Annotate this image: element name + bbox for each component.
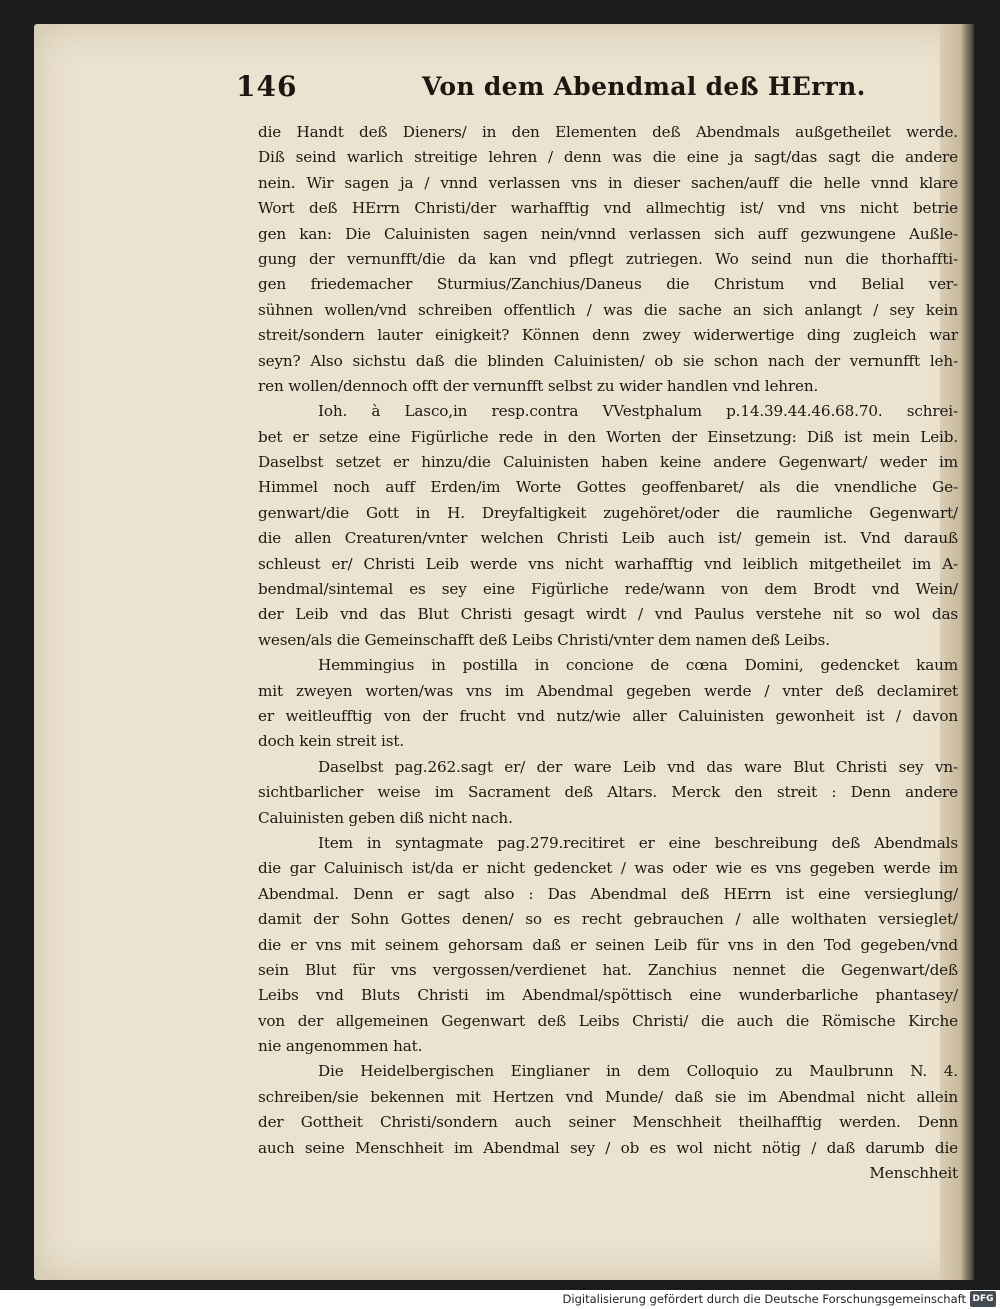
catchword: Menschheit — [869, 1164, 958, 1183]
text-line: Leibs vnd Bluts Christi im Abendmal/spöttisch eine wunderbarliche phantasey/ — [258, 986, 958, 1005]
text-line: doch kein streit ist. — [258, 732, 405, 751]
text-line: gung der vernunfft/die da kan vnd pflegt zutriegen. Wo seind nun die thorhaffti- — [258, 249, 958, 268]
text-line: sichtbarlicher weise im Sacrament deß Altars. Merck den streit : Denn andere — [258, 783, 958, 802]
text-line: bendmal/sintemal es sey eine Figürliche rede/wann von dem Brodt vnd Wein/ — [258, 580, 958, 599]
text-line: die Handt deß Dieners/ in den Elementen deß Abendmals außgetheilet werde. — [258, 123, 958, 141]
body-text — [258, 120, 958, 1186]
page-number: 146 — [236, 70, 298, 103]
text-line: nie angenommen hat. — [258, 1037, 423, 1056]
text-line: streit/sondern lauter einigkeit? Können denn zwey widerwertige ding zugleich war — [258, 326, 958, 345]
text-line: er weitleufftig von der frucht vnd nutz/wie aller Caluinisten gewonheit ist / davon — [258, 706, 958, 725]
text-line: gen friedemacher Sturmius/Zanchius/Daneus die Christum vnd Belial ver- — [258, 275, 958, 294]
text-line: ren wollen/dennoch offt der vernunfft selbst zu wider handlen vnd lehren. — [258, 376, 819, 395]
text-line: Diß seind warlich streitige lehren / denn was die eine ja sagt/das sagt die andere — [258, 148, 958, 167]
text-line: der Leib vnd das Blut Christi gesagt wirdt / vnd Paulus verstehe nit so wol das — [258, 605, 958, 624]
text-line: Wort deß HErrn Christi/der warhafftig vnd allmechtig ist/ vnd vns nicht betrie — [258, 199, 958, 218]
text-line: genwart/die Gott in H. Dreyfaltigkeit zugehöret/oder die raumliche Gegenwart/ — [258, 503, 958, 522]
text-line: die allen Creaturen/vnter welchen Christi Leib auch ist/ gemein ist. Vnd darauß — [258, 529, 958, 548]
text-line: mit zweyen worten/was vns im Abendmal gegeben werde / vnter deß declamiret — [258, 681, 958, 700]
text-line: bet er setze eine Figürliche rede in den Worten der Einsetzung: Diß ist mein Leib. — [258, 427, 958, 446]
text-line: seyn? Also sichstu daß die blinden Caluinisten/ ob sie schon nach der vernunfft leh- — [258, 351, 958, 370]
dfg-logo: DFG — [970, 1291, 996, 1307]
running-title: Von dem Abendmal deß HErrn. — [422, 72, 866, 101]
text-line: Abendmal. Denn er sagt also : Das Abendmal deß HErrn ist eine versieglung/ — [258, 884, 958, 903]
text-line: wesen/als die Gemeinschafft deß Leibs Christi/vnter dem namen deß Leibs. — [258, 630, 830, 649]
text-line: schreiben/sie bekennen mit Hertzen vnd Munde/ daß sie im Abendmal nicht allein — [258, 1087, 958, 1106]
text-line: auch seine Menschheit im Abendmal sey / ob es wol nicht nötig / daß darumb die — [258, 1138, 958, 1157]
text-line: Himmel noch auff Erden/im Worte Gottes geoffenbaret/ als die vnendliche Ge- — [258, 478, 958, 497]
text-line: damit der Sohn Gottes denen/ so es recht gebrauchen / alle wolthaten versieglet/ — [258, 910, 958, 929]
footer-bar — [0, 1290, 1000, 1309]
text-line: schleust er/ Christi Leib werde vns nicht warhafftig vnd leiblich mitgetheilet im A- — [258, 554, 958, 573]
funding-credit: Digitalisierung gefördert durch die Deutsche Forschungsgemeinschaft — [562, 1292, 966, 1306]
text-line: von der allgemeinen Gegenwart deß Leibs Christi/ die auch die Römische Kirche — [258, 1011, 958, 1030]
text-line: Caluinisten geben diß nicht nach. — [258, 808, 513, 827]
text-line: die gar Caluinisch ist/da er nicht gedencket / was oder wie es vns gegeben werde im — [258, 859, 958, 878]
text-line: die er vns mit seinem gehorsam daß er seinen Leib für vns in den Tod gegeben/vnd — [258, 935, 958, 954]
text-line: Daselbst setzet er hinzu/die Caluinisten haben keine andere Gegenwart/ weder im — [258, 453, 958, 472]
page-header — [236, 64, 866, 108]
text-line: der Gottheit Christi/sondern auch seiner Menschheit theilhafftig werden. Denn — [258, 1113, 958, 1132]
text-line: sein Blut für vns vergossen/verdienet hat. Zanchius nennet die Gegenwart/deß — [258, 960, 958, 979]
text-line: Die Heidelbergischen Einglianer in dem Colloquio zu Maulbrunn N. 4. — [318, 1062, 958, 1081]
text-line: gen kan: Die Caluinisten sagen nein/vnnd verlassen sich auff gezwungene Außle- — [258, 224, 958, 243]
text-line: nein. Wir sagen ja / vnnd verlassen vns in dieser sachen/auff die helle vnnd klare — [258, 173, 958, 192]
text-line: Daselbst pag.262.sagt er/ der ware Leib vnd das ware Blut Christi sey vn- — [318, 757, 958, 776]
text-line: Ioh. à Lasco,in resp.contra VVestphalum p.14.39.44.46.68.70. schrei- — [318, 402, 958, 421]
text-line: Item in syntagmate pag.279.recitiret er eine beschreibung deß Abendmals — [318, 833, 958, 852]
text-line: sühnen wollen/vnd schreiben offentlich / was die sache an sich anlangt / sey kein — [258, 300, 958, 319]
text-line: Hemmingius in postilla in concione de cœna Domini, gedencket kaum — [318, 656, 958, 675]
